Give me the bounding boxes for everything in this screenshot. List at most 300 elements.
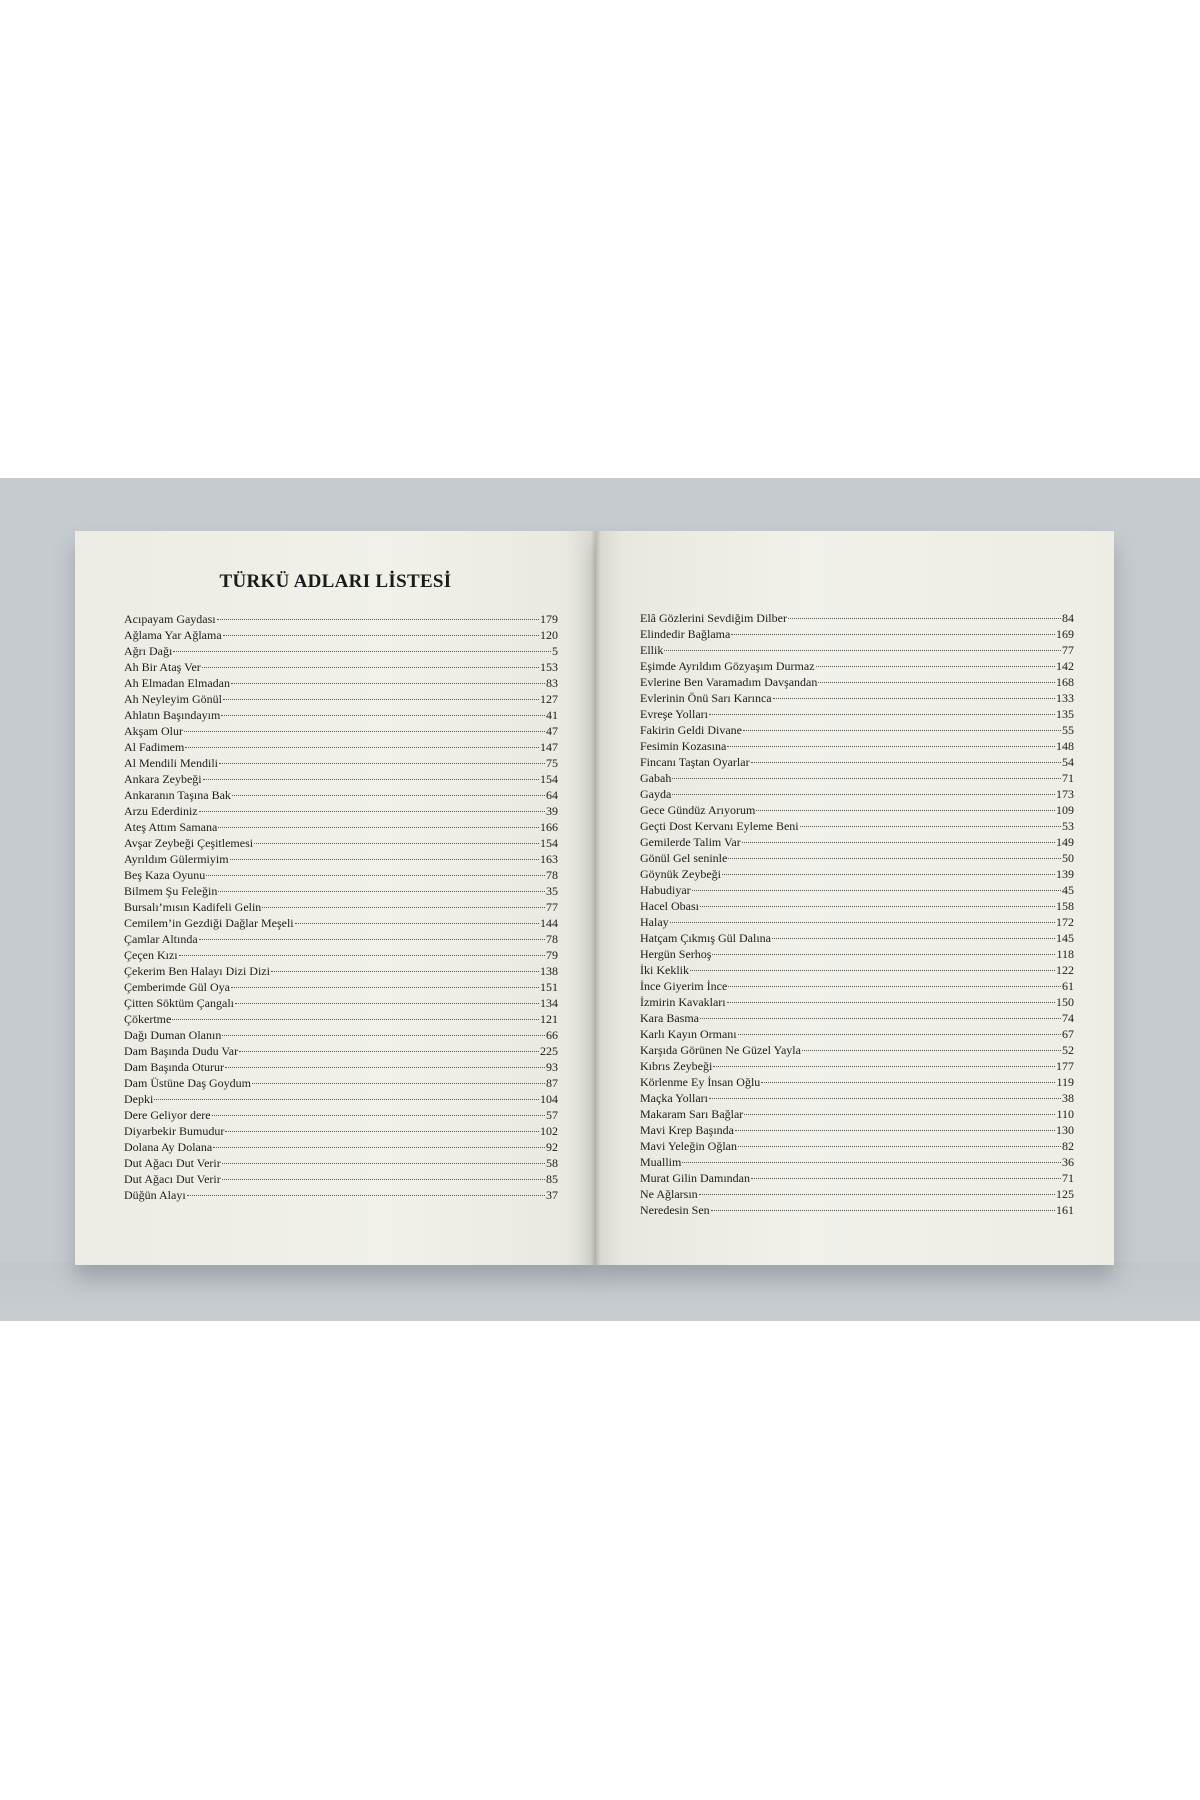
toc-entry-page-number: 153 bbox=[540, 660, 558, 674]
toc-entry-page-number: 41 bbox=[546, 708, 558, 722]
toc-entry bbox=[124, 1027, 558, 1043]
toc-entry-title: Fesimin Kozasına bbox=[640, 739, 727, 753]
toc-entry bbox=[124, 979, 558, 995]
dot-leader bbox=[761, 1082, 1055, 1083]
toc-entry-title: Makaram Sarı Bağlar bbox=[640, 1107, 744, 1121]
toc-entry-page-number: 102 bbox=[540, 1124, 558, 1138]
toc-entry-title: Karlı Kayın Ormanı bbox=[640, 1027, 737, 1041]
toc-entry-page-number: 172 bbox=[1056, 915, 1074, 929]
toc-entry-page-number: 75 bbox=[546, 756, 558, 770]
dot-leader bbox=[690, 970, 1055, 971]
toc-entry-page-number: 166 bbox=[540, 820, 558, 834]
toc-entry bbox=[640, 1122, 1074, 1138]
toc-entry-title: Çamlar Altında bbox=[124, 932, 198, 946]
toc-entry bbox=[640, 754, 1074, 770]
toc-entry bbox=[124, 1171, 558, 1187]
dot-leader bbox=[212, 1115, 545, 1116]
toc-entry-page-number: 139 bbox=[1056, 867, 1074, 881]
toc-entry bbox=[124, 659, 558, 675]
toc-entry bbox=[124, 915, 558, 931]
toc-entry-title: Gabah bbox=[640, 771, 672, 785]
toc-entry-title: Ayrıldım Gülermiyim bbox=[124, 852, 229, 866]
toc-entry-title: Bilmem Şu Feleğin bbox=[124, 884, 218, 898]
toc-entry-page-number: 58 bbox=[546, 1156, 558, 1170]
toc-entry-page-number: 110 bbox=[1056, 1107, 1074, 1121]
toc-entry-title: Dam Üstüne Daş Goydum bbox=[124, 1076, 251, 1090]
toc-entry-page-number: 138 bbox=[540, 964, 558, 978]
toc-entry bbox=[640, 1042, 1074, 1058]
dot-leader bbox=[231, 683, 545, 684]
toc-entry bbox=[640, 1010, 1074, 1026]
toc-entry bbox=[640, 1074, 1074, 1090]
toc-entry bbox=[124, 931, 558, 947]
dot-leader bbox=[232, 795, 545, 796]
toc-entry-page-number: 50 bbox=[1062, 851, 1074, 865]
toc-entry-title: Depki bbox=[124, 1092, 154, 1106]
toc-entry-page-number: 179 bbox=[540, 612, 558, 626]
toc-entry-page-number: 78 bbox=[546, 868, 558, 882]
toc-entry bbox=[640, 1138, 1074, 1154]
toc-entry-title: Bursalı’mısın Kadifeli Gelin bbox=[124, 900, 262, 914]
toc-entry-page-number: 134 bbox=[540, 996, 558, 1010]
toc-entry bbox=[124, 803, 558, 819]
toc-entry bbox=[124, 1187, 558, 1203]
dot-leader bbox=[262, 907, 545, 908]
toc-entry bbox=[640, 898, 1074, 914]
toc-entry-title: Ah Elmadan Elmadan bbox=[124, 676, 230, 690]
toc-entry bbox=[640, 722, 1074, 738]
toc-entry-page-number: 55 bbox=[1062, 723, 1074, 737]
toc-entry-page-number: 104 bbox=[540, 1092, 558, 1106]
toc-entry-page-number: 5 bbox=[552, 644, 558, 658]
toc-entry-title: Mavi Krep Başında bbox=[640, 1123, 734, 1137]
dot-leader bbox=[271, 971, 539, 972]
dot-leader bbox=[751, 762, 1061, 763]
dot-leader bbox=[184, 731, 545, 732]
toc-entry bbox=[124, 963, 558, 979]
toc-entry-page-number: 38 bbox=[1062, 1091, 1074, 1105]
toc-entry-title: Ellik bbox=[640, 643, 664, 657]
toc-entry-page-number: 118 bbox=[1056, 947, 1074, 961]
dot-leader bbox=[222, 1035, 545, 1036]
toc-entry bbox=[640, 930, 1074, 946]
toc-entry bbox=[640, 882, 1074, 898]
toc-entry-title: Neredesin Sen bbox=[640, 1203, 710, 1217]
dot-leader bbox=[709, 714, 1055, 715]
toc-entry-page-number: 79 bbox=[546, 948, 558, 962]
dot-leader bbox=[221, 715, 545, 716]
toc-entry-title: Evreşe Yolları bbox=[640, 707, 708, 721]
toc-entry-page-number: 151 bbox=[540, 980, 558, 994]
toc-entry-title: Gece Gündüz Arıyorum bbox=[640, 803, 756, 817]
toc-entry bbox=[124, 867, 558, 883]
toc-entry bbox=[124, 1059, 558, 1075]
dot-leader bbox=[295, 923, 539, 924]
toc-entry-title: Fincanı Taştan Oyarlar bbox=[640, 755, 750, 769]
toc-entry-title: Çemberimde Gül Oya bbox=[124, 980, 230, 994]
toc-entry-title: Ağrı Dağı bbox=[124, 644, 173, 658]
dot-leader bbox=[225, 1067, 545, 1068]
toc-entry bbox=[640, 690, 1074, 706]
toc-entry bbox=[124, 899, 558, 915]
dot-leader bbox=[231, 987, 539, 988]
toc-entry-page-number: 39 bbox=[546, 804, 558, 818]
toc-entry-page-number: 77 bbox=[1062, 643, 1074, 657]
toc-entry-page-number: 225 bbox=[540, 1044, 558, 1058]
toc-entry bbox=[124, 1139, 558, 1155]
toc-entry-page-number: 45 bbox=[1062, 883, 1074, 897]
dot-leader bbox=[672, 778, 1061, 779]
toc-entry-title: Kara Basma bbox=[640, 1011, 699, 1025]
dot-leader bbox=[722, 874, 1055, 875]
dot-leader bbox=[225, 1131, 539, 1132]
toc-entry bbox=[640, 962, 1074, 978]
toc-entry-title: Hatçam Çıkmış Gül Dalına bbox=[640, 931, 771, 945]
toc-entry bbox=[640, 1202, 1074, 1218]
dot-leader bbox=[802, 1050, 1061, 1051]
toc-entry-page-number: 82 bbox=[1062, 1139, 1074, 1153]
toc-entry-page-number: 109 bbox=[1056, 803, 1074, 817]
toc-entry-title: Gönül Gel seninle bbox=[640, 851, 728, 865]
toc-entry-title: Gayda bbox=[640, 787, 672, 801]
dot-leader bbox=[751, 1178, 1061, 1179]
right-toc-list bbox=[640, 610, 1074, 1218]
toc-entry bbox=[640, 802, 1074, 818]
dot-leader bbox=[735, 1130, 1055, 1131]
dot-leader bbox=[731, 634, 1055, 635]
toc-entry-page-number: 35 bbox=[546, 884, 558, 898]
dot-leader bbox=[743, 730, 1061, 731]
toc-entry-page-number: 121 bbox=[540, 1012, 558, 1026]
toc-entry-page-number: 54 bbox=[1062, 755, 1074, 769]
toc-entry-page-number: 57 bbox=[546, 1108, 558, 1122]
toc-entry-page-number: 83 bbox=[546, 676, 558, 690]
toc-entry-page-number: 64 bbox=[546, 788, 558, 802]
toc-entry-page-number: 154 bbox=[540, 772, 558, 786]
dot-leader bbox=[727, 746, 1055, 747]
toc-entry-title: İzmirin Kavakları bbox=[640, 995, 726, 1009]
toc-entry-title: Geçti Dost Kervanı Eyleme Beni bbox=[640, 819, 799, 833]
toc-entry-title: Dağı Duman Olanın bbox=[124, 1028, 222, 1042]
toc-entry-title: Dere Geliyor dere bbox=[124, 1108, 211, 1122]
toc-entry bbox=[640, 1026, 1074, 1042]
dot-leader bbox=[217, 619, 539, 620]
toc-entry-page-number: 177 bbox=[1056, 1059, 1074, 1073]
toc-entry-title: Kıbrıs Zeybeği bbox=[640, 1059, 713, 1073]
dot-leader bbox=[692, 890, 1061, 891]
toc-entry-page-number: 47 bbox=[546, 724, 558, 738]
dot-leader bbox=[202, 667, 539, 668]
dot-leader bbox=[713, 1066, 1055, 1067]
dot-leader bbox=[218, 827, 539, 828]
dot-leader bbox=[254, 843, 539, 844]
left-toc-list bbox=[124, 611, 558, 1203]
toc-entry bbox=[124, 627, 558, 643]
dot-leader bbox=[728, 986, 1061, 987]
toc-entry bbox=[640, 642, 1074, 658]
toc-entry-page-number: 74 bbox=[1062, 1011, 1074, 1025]
dot-leader bbox=[738, 1146, 1061, 1147]
dot-leader bbox=[727, 1002, 1055, 1003]
toc-entry-page-number: 37 bbox=[546, 1188, 558, 1202]
toc-entry-page-number: 133 bbox=[1056, 691, 1074, 705]
toc-entry bbox=[124, 883, 558, 899]
dot-leader bbox=[222, 1163, 545, 1164]
toc-entry-title: Çekerim Ben Halayı Dizi Dizi bbox=[124, 964, 270, 978]
toc-entry-page-number: 66 bbox=[546, 1028, 558, 1042]
dot-leader bbox=[772, 938, 1055, 939]
toc-entry-title: Habudiyar bbox=[640, 883, 691, 897]
dot-leader bbox=[219, 763, 545, 764]
toc-entry-title: Murat Gilin Damından bbox=[640, 1171, 750, 1185]
dot-leader bbox=[199, 811, 545, 812]
dot-leader bbox=[235, 1003, 539, 1004]
toc-entry bbox=[124, 1107, 558, 1123]
toc-entry-page-number: 122 bbox=[1056, 963, 1074, 977]
toc-entry bbox=[640, 946, 1074, 962]
dot-leader bbox=[816, 666, 1055, 667]
book-spine bbox=[591, 531, 601, 1265]
dot-leader bbox=[738, 1034, 1061, 1035]
toc-entry bbox=[124, 1155, 558, 1171]
toc-entry-page-number: 125 bbox=[1056, 1187, 1074, 1201]
toc-entry-page-number: 158 bbox=[1056, 899, 1074, 913]
toc-entry bbox=[124, 723, 558, 739]
toc-entry-page-number: 87 bbox=[546, 1076, 558, 1090]
toc-entry-page-number: 52 bbox=[1062, 1043, 1074, 1057]
toc-entry-page-number: 127 bbox=[540, 692, 558, 706]
toc-entry bbox=[640, 850, 1074, 866]
toc-entry-title: Çeçen Kızı bbox=[124, 948, 178, 962]
toc-entry-page-number: 85 bbox=[546, 1172, 558, 1186]
toc-entry-title: Maçka Yolları bbox=[640, 1091, 708, 1105]
toc-entry-page-number: 67 bbox=[1062, 1027, 1074, 1041]
toc-entry-title: Ankaranın Taşına Bak bbox=[124, 788, 231, 802]
toc-entry bbox=[124, 739, 558, 755]
toc-entry bbox=[640, 1058, 1074, 1074]
toc-entry bbox=[640, 1090, 1074, 1106]
dot-leader bbox=[213, 1147, 545, 1148]
toc-entry-title: Çitten Söktüm Çangalı bbox=[124, 996, 234, 1010]
toc-entry bbox=[124, 675, 558, 691]
dot-leader bbox=[700, 906, 1055, 907]
toc-entry bbox=[640, 1106, 1074, 1122]
toc-entry bbox=[640, 738, 1074, 754]
dot-leader bbox=[672, 794, 1055, 795]
toc-entry bbox=[640, 770, 1074, 786]
toc-entry-title: Acıpayam Gaydası bbox=[124, 612, 216, 626]
toc-entry-page-number: 120 bbox=[540, 628, 558, 642]
toc-entry-page-number: 161 bbox=[1056, 1203, 1074, 1217]
toc-entry-page-number: 149 bbox=[1056, 835, 1074, 849]
toc-entry bbox=[640, 866, 1074, 882]
toc-entry-page-number: 53 bbox=[1062, 819, 1074, 833]
dot-leader bbox=[744, 1114, 1055, 1115]
dot-leader bbox=[230, 859, 539, 860]
dot-leader bbox=[179, 955, 545, 956]
toc-entry-title: Halay bbox=[640, 915, 669, 929]
toc-entry-title: Çökertme bbox=[124, 1012, 172, 1026]
dot-leader bbox=[185, 747, 539, 748]
toc-entry bbox=[640, 1154, 1074, 1170]
toc-entry-page-number: 92 bbox=[546, 1140, 558, 1154]
toc-entry-page-number: 71 bbox=[1062, 1171, 1074, 1185]
toc-entry-title: Al Fadimem bbox=[124, 740, 185, 754]
toc-entry bbox=[124, 819, 558, 835]
toc-entry bbox=[640, 818, 1074, 834]
toc-entry-title: Ne Ağlarsın bbox=[640, 1187, 698, 1201]
toc-entry-title: Ahlatın Başındayım bbox=[124, 708, 221, 722]
toc-entry-title: Diyarbekir Bumudur bbox=[124, 1124, 225, 1138]
toc-entry-title: Göynük Zeybeği bbox=[640, 867, 721, 881]
toc-entry-page-number: 77 bbox=[546, 900, 558, 914]
toc-entry bbox=[124, 947, 558, 963]
toc-entry bbox=[124, 835, 558, 851]
toc-entry-title: Evlerine Ben Varamadım Davşandan bbox=[640, 675, 818, 689]
toc-entry-page-number: 169 bbox=[1056, 627, 1074, 641]
toc-entry bbox=[640, 914, 1074, 930]
toc-entry bbox=[640, 978, 1074, 994]
toc-entry bbox=[640, 658, 1074, 674]
toc-entry bbox=[640, 994, 1074, 1010]
dot-leader bbox=[699, 1194, 1055, 1195]
toc-entry-title: Evlerinin Önü Sarı Karınca bbox=[640, 691, 772, 705]
dot-leader bbox=[700, 1018, 1061, 1019]
toc-entry-title: Avşar Zeybeği Çeşitlemesi bbox=[124, 836, 254, 850]
dot-leader bbox=[173, 651, 551, 652]
dot-leader bbox=[154, 1099, 539, 1100]
toc-entry-title: Dut Ağacı Dut Verir bbox=[124, 1156, 221, 1170]
toc-entry-title: Eşimde Ayrıldım Gözyaşım Durmaz bbox=[640, 659, 815, 673]
toc-entry-title: Muallim bbox=[640, 1155, 682, 1169]
toc-entry-title: Fakirin Geldi Divane bbox=[640, 723, 742, 737]
toc-entry-title: Hergün Serhoş bbox=[640, 947, 712, 961]
toc-entry-page-number: 173 bbox=[1056, 787, 1074, 801]
dot-leader bbox=[682, 1162, 1061, 1163]
page-title: TÜRKÜ ADLARI LİSTESİ bbox=[219, 571, 452, 592]
toc-entry bbox=[640, 610, 1074, 626]
toc-entry-page-number: 145 bbox=[1056, 931, 1074, 945]
toc-entry bbox=[124, 787, 558, 803]
toc-entry bbox=[124, 771, 558, 787]
toc-entry-title: Dolana Ay Dolana bbox=[124, 1140, 213, 1154]
toc-entry bbox=[124, 1075, 558, 1091]
toc-entry-title: Ateş Attım Samana bbox=[124, 820, 218, 834]
toc-entry bbox=[124, 1043, 558, 1059]
dot-leader bbox=[773, 698, 1055, 699]
toc-entry-title: Mavi Yeleğin Oğlan bbox=[640, 1139, 737, 1153]
toc-entry-title: Ankara Zeybeği bbox=[124, 772, 202, 786]
toc-entry-page-number: 142 bbox=[1056, 659, 1074, 673]
toc-entry-title: Hacel Obası bbox=[640, 899, 699, 913]
toc-entry-page-number: 135 bbox=[1056, 707, 1074, 721]
toc-entry-title: Al Mendili Mendili bbox=[124, 756, 218, 770]
toc-entry-page-number: 61 bbox=[1062, 979, 1074, 993]
dot-leader bbox=[206, 875, 545, 876]
dot-leader bbox=[709, 1098, 1061, 1099]
dot-leader bbox=[203, 779, 539, 780]
toc-entry-page-number: 147 bbox=[540, 740, 558, 754]
toc-entry bbox=[124, 643, 558, 659]
dot-leader bbox=[218, 891, 545, 892]
toc-entry-title: Dam Başında Dudu Var bbox=[124, 1044, 239, 1058]
dot-leader bbox=[199, 939, 545, 940]
toc-entry bbox=[640, 1170, 1074, 1186]
toc-entry bbox=[124, 611, 558, 627]
toc-entry-page-number: 168 bbox=[1056, 675, 1074, 689]
dot-leader bbox=[172, 1019, 539, 1020]
toc-entry bbox=[124, 1123, 558, 1139]
dot-leader bbox=[742, 842, 1055, 843]
toc-entry bbox=[124, 1011, 558, 1027]
toc-entry-page-number: 163 bbox=[540, 852, 558, 866]
dot-leader bbox=[187, 1195, 545, 1196]
toc-entry-title: Dam Başında Oturur bbox=[124, 1060, 224, 1074]
dot-leader bbox=[239, 1051, 539, 1052]
toc-entry-title: Ah Bir Ataş Ver bbox=[124, 660, 201, 674]
toc-entry bbox=[640, 834, 1074, 850]
dot-leader bbox=[252, 1083, 545, 1084]
toc-entry-title: Akşam Olur bbox=[124, 724, 183, 738]
toc-entry-page-number: 71 bbox=[1062, 771, 1074, 785]
dot-leader bbox=[222, 1179, 545, 1180]
toc-entry-title: Dut Ağacı Dut Verir bbox=[124, 1172, 221, 1186]
toc-entry bbox=[124, 851, 558, 867]
book-shadow bbox=[0, 1262, 1200, 1321]
toc-entry bbox=[124, 691, 558, 707]
toc-entry bbox=[124, 1091, 558, 1107]
toc-entry bbox=[640, 674, 1074, 690]
toc-entry bbox=[124, 995, 558, 1011]
toc-entry bbox=[640, 1186, 1074, 1202]
toc-entry-title: Ah Neyleyim Gönül bbox=[124, 692, 222, 706]
toc-entry-title: İnce Giyerim İnce bbox=[640, 979, 728, 993]
toc-entry bbox=[640, 786, 1074, 802]
toc-entry-title: Arzu Ederdiniz bbox=[124, 804, 198, 818]
toc-entry-page-number: 154 bbox=[540, 836, 558, 850]
toc-entry-title: Elâ Gözlerini Sevdiğim Dilber bbox=[640, 611, 787, 625]
toc-entry-title: Elindedir Bağlama bbox=[640, 627, 731, 641]
toc-entry-page-number: 78 bbox=[546, 932, 558, 946]
dot-leader bbox=[223, 699, 539, 700]
toc-entry bbox=[640, 706, 1074, 722]
toc-entry-title: Ağlama Yar Ağlama bbox=[124, 628, 222, 642]
toc-entry-title: Gemilerde Talim Var bbox=[640, 835, 741, 849]
toc-entry-title: Körlenme Ey İnsan Oğlu bbox=[640, 1075, 761, 1089]
toc-entry bbox=[640, 626, 1074, 642]
dot-leader bbox=[223, 635, 539, 636]
toc-entry-page-number: 130 bbox=[1056, 1123, 1074, 1137]
toc-entry-page-number: 36 bbox=[1062, 1155, 1074, 1169]
toc-entry-page-number: 148 bbox=[1056, 739, 1074, 753]
toc-entry-page-number: 144 bbox=[540, 916, 558, 930]
dot-leader bbox=[788, 618, 1061, 619]
dot-leader bbox=[728, 858, 1061, 859]
toc-entry-page-number: 93 bbox=[546, 1060, 558, 1074]
toc-entry-title: Cemilem’in Gezdiği Dağlar Meşeli bbox=[124, 916, 294, 930]
toc-entry bbox=[124, 755, 558, 771]
dot-leader bbox=[818, 682, 1055, 683]
dot-leader bbox=[712, 954, 1055, 955]
toc-entry-title: Karşıda Görünen Ne Güzel Yayla bbox=[640, 1043, 801, 1057]
toc-entry-page-number: 150 bbox=[1056, 995, 1074, 1009]
toc-entry-title: Beş Kaza Oyunu bbox=[124, 868, 206, 882]
toc-entry-page-number: 119 bbox=[1056, 1075, 1074, 1089]
dot-leader bbox=[756, 810, 1055, 811]
toc-entry-page-number: 84 bbox=[1062, 611, 1074, 625]
dot-leader bbox=[800, 826, 1061, 827]
toc-entry-title: İki Keklik bbox=[640, 963, 689, 977]
